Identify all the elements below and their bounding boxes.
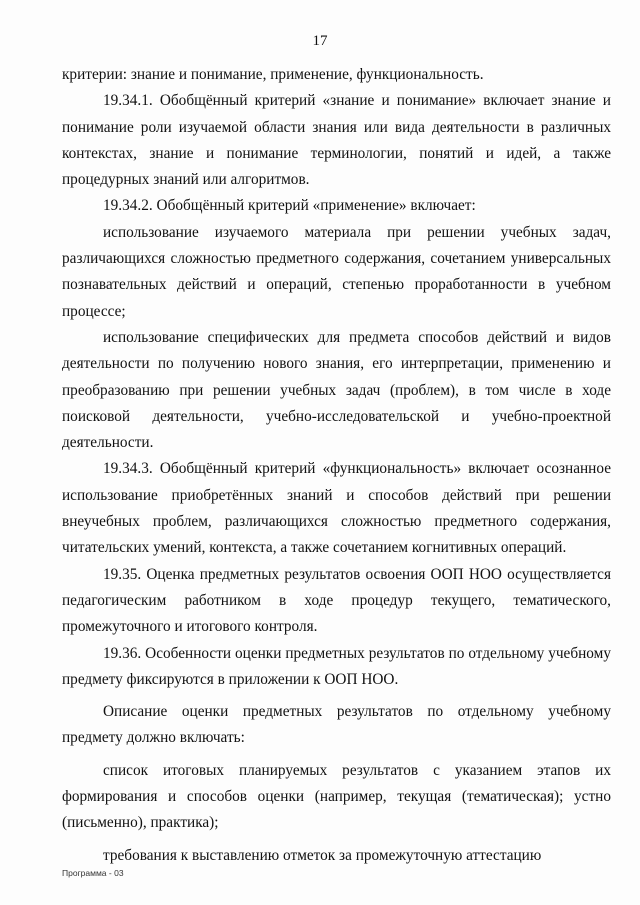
paragraph-usage-specific: использование специфических для предмета способов действий и видов деятельности по получению нового знания, его интерпретации, применению и преобразованию при решении учебных задач (проблем), в том числе в ходе поисковой деятельности, учебно-исследовательской и учебно-проектной деятельности. [62, 328, 611, 452]
paragraph-results-list: список итоговых планируемых результатов с указанием этапов их формирования и способов оценки (например, текущая (тематическая); устно (письменно), практика); [62, 761, 611, 832]
paragraph-19-34-3: 19.34.3. Обобщённый критерий «функциональность» включает осознанное использование приобретённых знаний и способов действий при решении внеучебных проблем, различающихся сложностью предметного содержания, читательских умений, контекста, а также сочетанием когнитивных операций. [62, 460, 611, 557]
footer-label: Программа - 03 [62, 868, 124, 878]
paragraph-description: Описание оценки предметных результатов по отдельному учебному предмету должно включать: [62, 703, 611, 747]
paragraph-19-36: 19.36. Особенности оценки предметных результатов по отдельному учебному предмету фиксируются в приложении к ООП НОО. [62, 644, 611, 688]
paragraph-usage-material: использование изучаемого материала при решении учебных задач, различающихся сложностью предметного содержания, сочетанием универсальных познавательных действий и операций, степенью проработанности в учебном процессе; [62, 223, 611, 320]
paragraph-19-34-1: 19.34.1. Обобщённый критерий «знание и понимание» включает знание и понимание роли изучаемой области знания или вида деятельности в различных контекстах, знание и понимание терминологии, понятий и идей, а также процедурных знаний или алгоритмов. [62, 92, 611, 189]
page-number: 17 [312, 33, 328, 49]
paragraph-19-35: 19.35. Оценка предметных результатов освоения ООП НОО осуществляется педагогическим работником в ходе процедур текущего, тематического, промежуточного и итогового контроля. [62, 565, 611, 636]
paragraph-grading-requirements: требования к выставлению отметок за промежуточную аттестацию [103, 846, 542, 864]
paragraph-criteria-intro: критерии: знание и понимание, применение, функциональность. [62, 66, 484, 83]
paragraph-19-34-2: 19.34.2. Обобщённый критерий «применение» включает: [103, 197, 476, 215]
page-body [62, 62, 611, 869]
